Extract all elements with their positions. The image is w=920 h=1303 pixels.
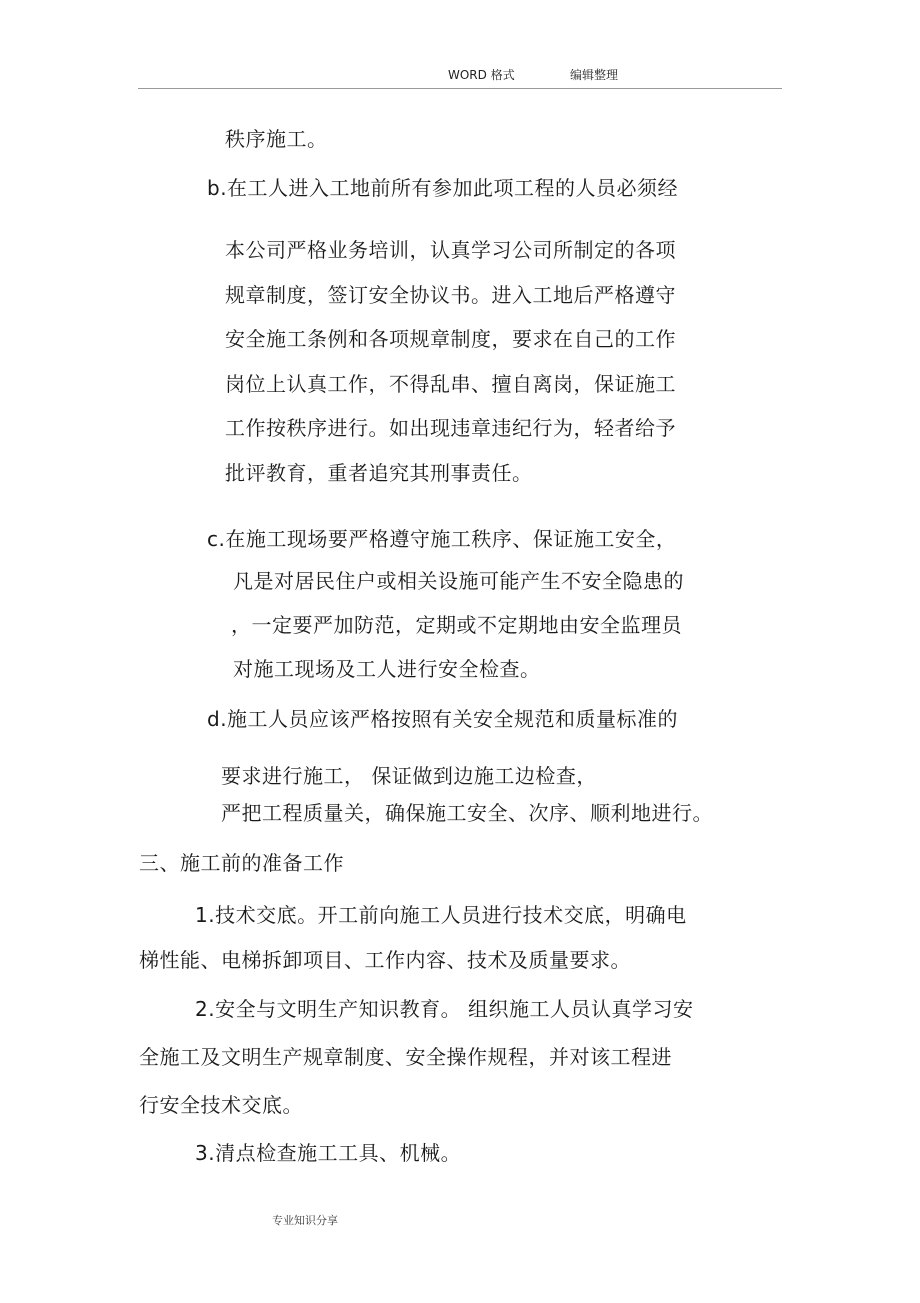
text-line: 对施工现场及工人进行安全检查。: [233, 657, 541, 681]
text-line: 要求进行施工， 保证做到边施工边检查，: [221, 764, 597, 788]
text-line: 3.清点检查施工工具、机械。: [195, 1141, 462, 1165]
text-line: 安全施工条例和各项规章制度，要求在自己的工作: [225, 327, 676, 351]
text-line: 梯性能、电梯拆卸项目、工作内容、技术及质量要求。: [139, 948, 631, 972]
text-line: 工作按秩序进行。如出现违章违纪行为，轻者给予: [225, 416, 676, 440]
page-header: [0, 66, 920, 86]
section-heading: 三、施工前的准备工作: [139, 851, 344, 875]
text-line: ，一定要严加防范，定期或不定期地由安全监理员: [231, 613, 682, 637]
text-line: 本公司严格业务培训，认真学习公司所制定的各项: [225, 238, 676, 262]
text-line: 全施工及文明生产规章制度、安全操作规程，并对该工程进: [139, 1045, 672, 1069]
header-rule: [138, 88, 782, 89]
page-footer: 专业知识分享: [272, 1214, 338, 1227]
text-line: b.在工人进入工地前所有参加此项工程的人员必须经: [207, 176, 679, 200]
header-format-label: WORD 格式: [448, 68, 515, 82]
text-line: 岗位上认真工作，不得乱串、擅自离岗，保证施工: [225, 372, 676, 396]
text-line: 秩序施工。: [225, 127, 328, 151]
text-line: d.施工人员应该严格按照有关安全规范和质量标准的: [207, 707, 679, 731]
text-line: 规章制度，签订安全协议书。进入工地后严格遵守: [225, 283, 676, 307]
text-line: 凡是对居民住户或相关设施可能产生不安全隐患的: [233, 569, 684, 593]
text-line: 2.安全与文明生产知识教育。 组织施工人员认真学习安: [195, 997, 694, 1021]
header-edit-label: 编辑整理: [570, 68, 619, 82]
text-line: c.在施工现场要严格遵守施工秩序、保证施工安全，: [207, 527, 677, 551]
text-line: 1.技术交底。开工前向施工人员进行技术交底，明确电: [195, 903, 687, 927]
text-line: 批评教育，重者追究其刑事责任。: [225, 461, 533, 485]
text-line: 行安全技术交底。: [139, 1093, 303, 1117]
text-line: 严把工程质量关，确保施工安全、次序、顺利地进行。: [221, 801, 713, 825]
